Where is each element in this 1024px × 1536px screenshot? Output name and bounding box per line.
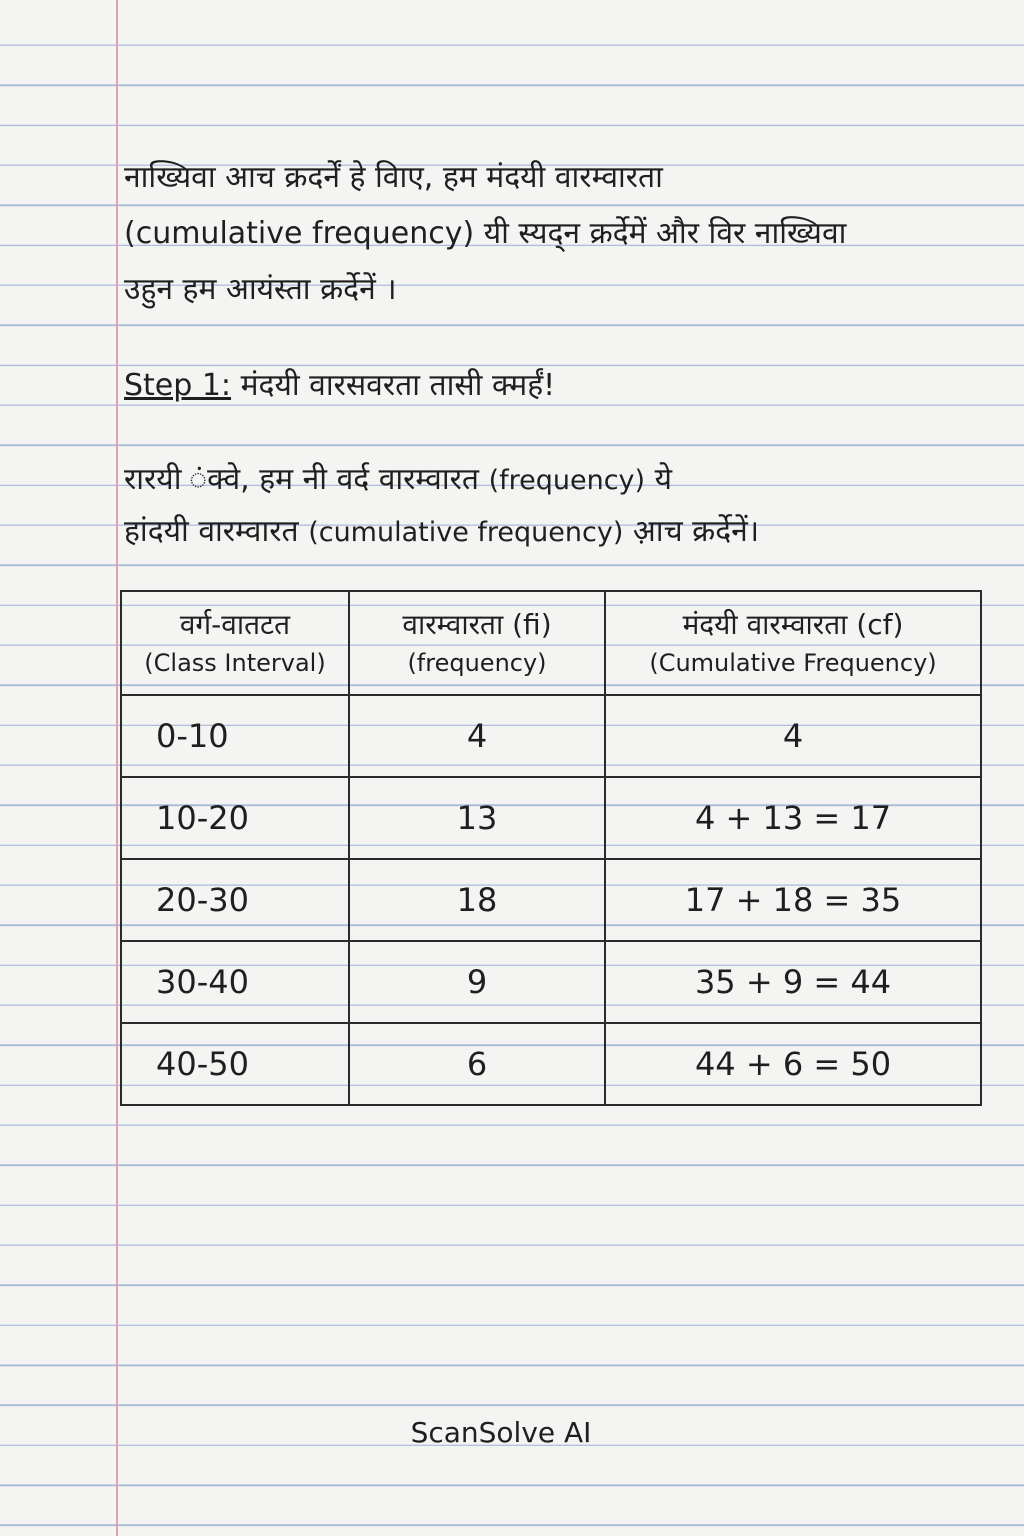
para-line-2-english: (cumulative frequency) [308,517,624,548]
table-row [121,1023,981,1105]
margin-line [116,0,118,1536]
header-cf-sub: (Cumulative Frequency) [649,649,937,677]
intro-line-3: उहुन हम आयंस्ता क्रर्देनें । [124,272,397,307]
intro-line-1: नाख्यिवा आच क्रदर्नें हे विाए, हम मंदयी वारम्वारता [124,160,663,195]
table-header-row [121,591,981,695]
cell-frequency: 18 [349,859,605,941]
para-line-1-hindi: रारयी ंक्वे, हम नी वर्द वारम्वारत [124,462,480,497]
step-heading [124,366,555,406]
step-text: मंदयी वारसवरता तासी क्मर्हं! [240,368,556,403]
cell-interval: 0-10 [121,695,349,777]
header-frequency-main: वारम्वारता (fi) [402,608,552,641]
cell-cumulative: 44 + 6 = 50 [605,1023,981,1105]
table-row [121,695,981,777]
cell-interval: 20-30 [121,859,349,941]
table-row [121,777,981,859]
cell-interval: 40-50 [121,1023,349,1105]
header-cumulative-frequency [605,591,981,695]
header-cf-main: मंदयी वारम्वारता (cf) [682,608,904,641]
cumulative-frequency-table [120,590,982,1106]
cell-cumulative: 35 + 9 = 44 [605,941,981,1023]
cell-frequency: 13 [349,777,605,859]
cell-frequency: 4 [349,695,605,777]
header-frequency [349,591,605,695]
para-line-1-english: (frequency) [488,465,646,496]
brand-footer: ScanSolve AI [410,1416,592,1449]
cell-frequency: 6 [349,1023,605,1105]
para-line-1 [124,460,672,501]
cell-cumulative: 4 [605,695,981,777]
cell-frequency: 9 [349,941,605,1023]
intro-line-2: (cumulative frequency) यी स्यद्न क्रर्देमें और विर नाख्यिवा [124,216,847,251]
para-line-2-end: आ़च क्रर्देनें। [632,514,760,549]
cell-cumulative: 17 + 18 = 35 [605,859,981,941]
step-label: Step 1: [124,368,232,403]
para-line-2 [124,512,759,553]
cell-interval: 30-40 [121,941,349,1023]
table-row [121,941,981,1023]
table-row [121,859,981,941]
header-class-interval-main: वर्ग-वातटत [179,608,291,641]
header-class-interval [121,591,349,695]
header-frequency-sub: (frequency) [407,649,547,677]
header-class-interval-sub: (Class Interval) [144,649,326,677]
para-line-1-end: ये [654,462,673,497]
cell-interval: 10-20 [121,777,349,859]
cell-cumulative: 4 + 13 = 17 [605,777,981,859]
para-line-2-hindi: हांदयी वारम्वारत [124,514,299,549]
